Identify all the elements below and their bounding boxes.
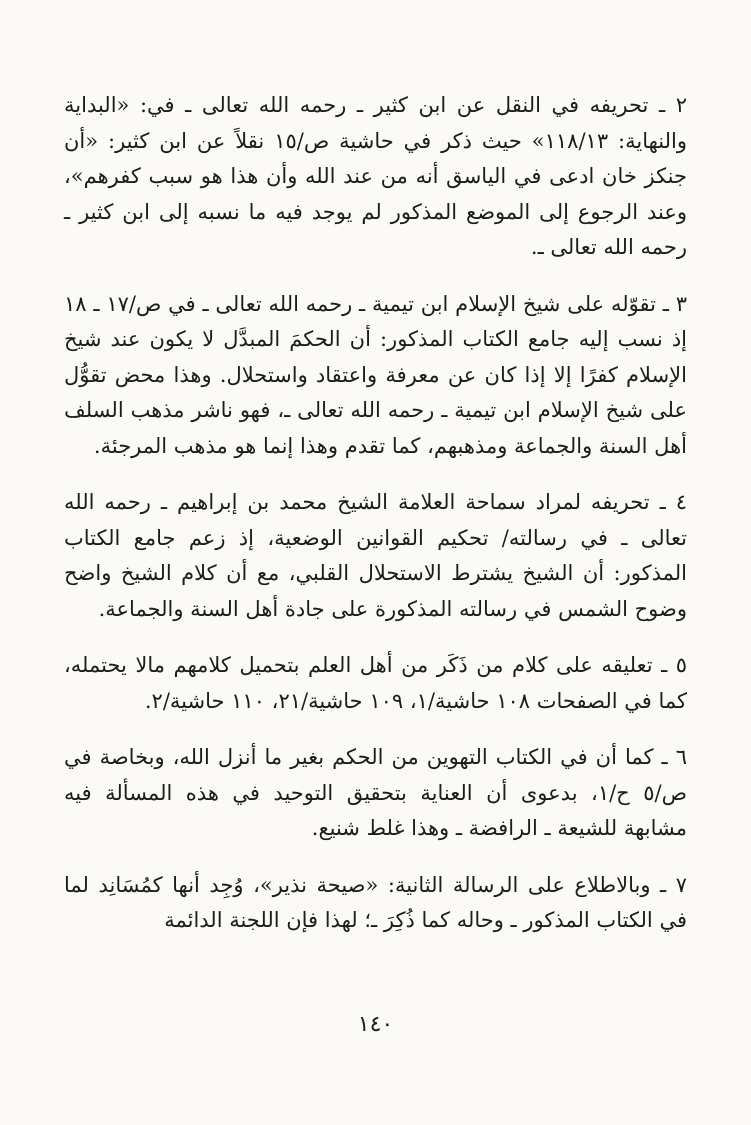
paragraph-item-5: ٥ ـ تعليقه على كلام من ذَكَر من أهل العلم بتحميل كلامهم مالا يحتمله، كما في الصفحات ١٠٨ حاشية/١، ١٠٩ حاشية/٢١، ١١٠ حاشية/٢. — [64, 653, 687, 713]
paragraph-item-2: ٢ ـ تحريفه في النقل عن ابن كثير ـ رحمه الله تعالى ـ في: «البداية والنهاية: ١١٨/١٣» حيث ذكر في حاشية ص/١٥ نقلاً عن ابن كثير: «أن جنكز خان ادعى في الياسق أنه من عند الله وأن هذا هو سبب كفرهم»، وعند الرجوع إلى الموضع المذكور لم يوجد فيه ما نسبه إلى ابن كثير ـ رحمه الله تعالى ـ. — [64, 93, 687, 259]
paragraph-item-6: ٦ ـ كما أن في الكتاب التهوين من الحكم بغير ما أنزل الله، وبخاصة في ص/٥ ح/١، بدعوى أن العناية بتحقيق التوحيد في هذه المسألة فيه مشابهة للشيعة ـ الرافضة ـ وهذا غلط شنيع. — [64, 745, 687, 840]
page-number: ١٤٠ — [357, 1012, 394, 1037]
paragraph-item-3: ٣ ـ تقوّله على شيخ الإسلام ابن تيمية ـ رحمه الله تعالى ـ في ص/١٧ ـ ١٨ إذ نسب إليه جامع الكتاب المذكور: أن الحكمَ المبدَّل لا يكون عند شيخ الإسلام كفرًا إلا إذا كان عن معرفة واعتقاد واستحلال. وهذا محض تقوُّل على شيخ الإسلام ابن تيمية ـ رحمه الله تعالى ـ، فهو ناشر مذهب السلف أهل السنة والجماعة ومذهبهم، كما تقدم وهذا إنما هو مذهب المرجئة. — [64, 291, 687, 458]
paragraph-item-4: ٤ ـ تحريفه لمراد سماحة العلامة الشيخ محمد بن إبراهيم ـ رحمه الله تعالى ـ في رسالته/ تحكيم القوانين الوضعية، إذ زعم جامع الكتاب المذكور: أن الشيخ يشترط الاستحلال القلبي، مع أن كلام الشيخ واضح وضوح الشمس في رسالته المذكورة على جادة أهل السنة والجماعة. — [64, 490, 687, 621]
paragraph-item-7: ٧ ـ وبالاطلاع على الرسالة الثانية: «صيحة نذير»، وُجِد أنها كمُسَانِد لما في الكتاب المذكور ـ وحاله كما ذُكِرَ ـ؛ لهذا فإن اللجنة الدائمة — [64, 872, 687, 932]
